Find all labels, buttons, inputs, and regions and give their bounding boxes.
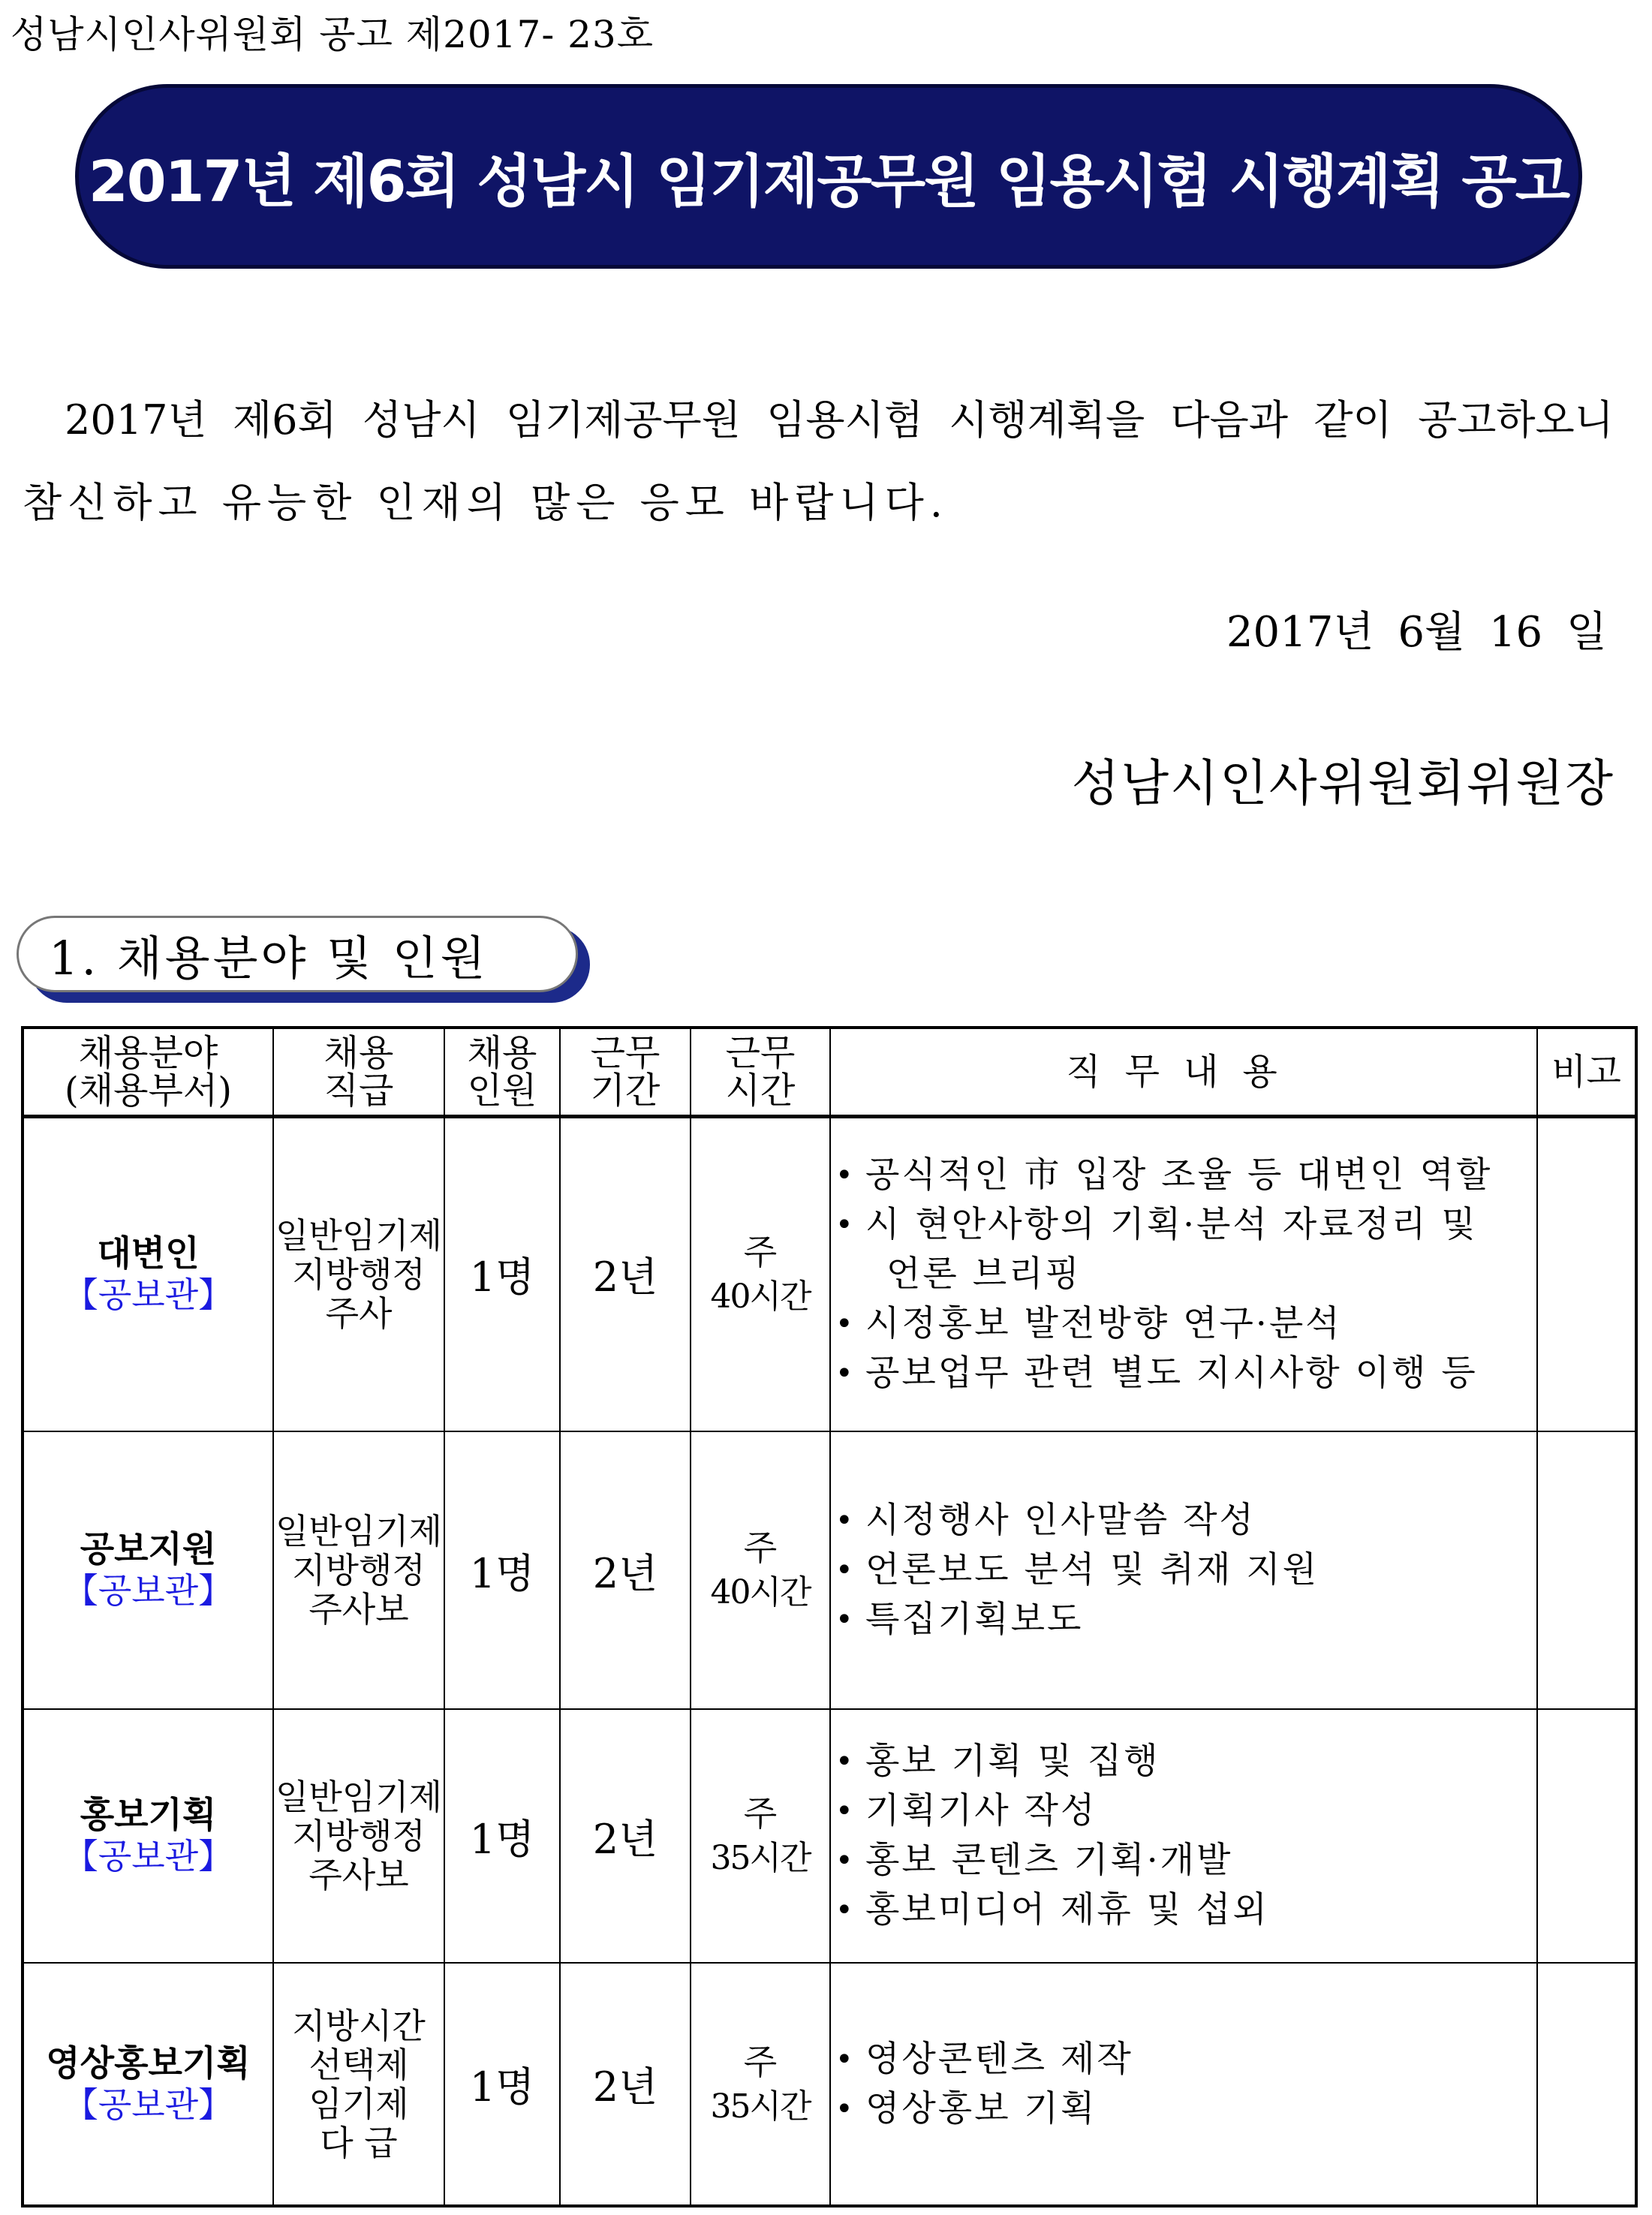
field-dept: 【공보관】 xyxy=(63,2084,233,2125)
intro-word: 제6회 xyxy=(232,396,337,444)
intro-line-1 xyxy=(23,379,1614,462)
notice-date: 2017년 6월 16 일 xyxy=(1226,608,1607,657)
cell-note xyxy=(1537,1116,1636,1431)
cell-hours: 주 40시간 xyxy=(691,1431,830,1709)
cell-note xyxy=(1537,1431,1636,1709)
cell-grade: 일반임기제 지방행정 주사보 xyxy=(273,1431,444,1709)
cell-count: 1명 xyxy=(444,1116,560,1431)
duty-item: • 시 현안사항의 기획·분석 자료정리 및 언론 브리핑 xyxy=(832,1200,1536,1299)
table-row xyxy=(23,1116,1636,1431)
duty-item: • 언론보도 분석 및 취재 지원 xyxy=(832,1545,1536,1595)
cell-duties xyxy=(830,1116,1537,1431)
header-duties: 직무내용 xyxy=(830,1028,1537,1116)
table-header-row xyxy=(23,1028,1636,1116)
duty-item: • 영상홍보 기획 xyxy=(832,2084,1536,2134)
duty-item: • 홍보 기획 및 집행 xyxy=(832,1737,1536,1786)
field-name: 대변인 xyxy=(97,1232,200,1275)
intro-word: 성남시 xyxy=(363,396,480,444)
duty-item: • 홍보 콘텐츠 기획·개발 xyxy=(832,1836,1536,1885)
duty-list xyxy=(832,1737,1536,1935)
cell-period: 2년 xyxy=(560,1116,691,1431)
title-banner xyxy=(75,84,1582,269)
section-title: 1. 채용분야 및 인원 xyxy=(49,930,489,986)
intro-paragraph xyxy=(23,379,1614,544)
duty-item: • 영상콘텐츠 제작 xyxy=(832,2035,1536,2084)
field-name: 공보지원 xyxy=(80,1529,217,1570)
intro-word: 다음과 xyxy=(1170,396,1288,444)
cell-field xyxy=(23,1709,273,1963)
duty-list xyxy=(832,1151,1536,1398)
header-count: 채용 인원 xyxy=(444,1028,560,1116)
duty-item: • 시정홍보 발전방향 연구·분석 xyxy=(832,1299,1536,1349)
duty-list xyxy=(832,2035,1536,2134)
cell-grade: 일반임기제 지방행정 주사 xyxy=(273,1116,444,1431)
cell-period: 2년 xyxy=(560,1431,691,1709)
cell-count: 1명 xyxy=(444,1431,560,1709)
table-row xyxy=(23,1709,1636,1963)
notice-number: 성남시인사위원회 공고 제2017- 23호 xyxy=(11,13,654,56)
intro-word: 시행계획을 xyxy=(949,396,1145,444)
recruitment-table xyxy=(21,1026,1638,2207)
cell-field xyxy=(23,1963,273,2206)
table-row xyxy=(23,1963,1636,2206)
field-dept: 【공보관】 xyxy=(63,1836,233,1876)
cell-note xyxy=(1537,1709,1636,1963)
header-grade: 채용 직급 xyxy=(273,1028,444,1116)
cell-field xyxy=(23,1116,273,1431)
duty-item: • 기획기사 작성 xyxy=(832,1786,1536,1836)
signer: 성남시인사위원회위원장 xyxy=(1071,754,1614,812)
cell-duties xyxy=(830,1963,1537,2206)
duty-list xyxy=(832,1496,1536,1645)
duty-item: • 홍보미디어 제휴 및 섭외 xyxy=(832,1885,1536,1935)
cell-duties xyxy=(830,1709,1537,1963)
section-heading-pill xyxy=(17,916,578,992)
intro-word: 공고하오니 xyxy=(1418,396,1614,444)
cell-hours: 주 40시간 xyxy=(691,1116,830,1431)
intro-word: 2017년 xyxy=(65,396,207,444)
cell-period: 2년 xyxy=(560,1963,691,2206)
field-dept: 【공보관】 xyxy=(63,1274,233,1315)
cell-grade: 지방시간 선택제 임기제 다 급 xyxy=(273,1963,444,2206)
page-title: 2017년 제6회 성남시 임기제공무원 임용시험 시행계획 공고 xyxy=(88,147,1569,215)
cell-count: 1명 xyxy=(444,1963,560,2206)
cell-count: 1명 xyxy=(444,1709,560,1963)
header-note: 비고 xyxy=(1537,1028,1636,1116)
intro-word: 임기제공무원 xyxy=(505,396,741,444)
cell-note xyxy=(1537,1963,1636,2206)
intro-word: 같이 xyxy=(1313,396,1392,444)
cell-hours: 주 35시간 xyxy=(691,1709,830,1963)
duty-item: • 공식적인 市 입장 조율 등 대변인 역할 xyxy=(832,1151,1536,1200)
header-period: 근무 기간 xyxy=(560,1028,691,1116)
header-hours: 근무 시간 xyxy=(691,1028,830,1116)
table-row xyxy=(23,1431,1636,1709)
cell-period: 2년 xyxy=(560,1709,691,1963)
duty-item: • 특집기획보도 xyxy=(832,1595,1536,1645)
field-name: 영상홍보기획 xyxy=(46,2042,251,2084)
cell-hours: 주 35시간 xyxy=(691,1963,830,2206)
header-field: 채용분야 (채용부서) xyxy=(23,1028,273,1116)
duty-item: • 시정행사 인사말씀 작성 xyxy=(832,1496,1536,1545)
field-name: 홍보기획 xyxy=(80,1795,217,1836)
cell-field xyxy=(23,1431,273,1709)
duty-item: • 공보업무 관련 별도 지시사항 이행 등 xyxy=(832,1349,1536,1398)
cell-grade: 일반임기제 지방행정 주사보 xyxy=(273,1709,444,1963)
field-dept: 【공보관】 xyxy=(63,1570,233,1611)
intro-line-2: 참신하고 유능한 인재의 많은 응모 바랍니다. xyxy=(23,479,949,526)
cell-duties xyxy=(830,1431,1537,1709)
intro-word: 임용시험 xyxy=(766,396,923,444)
